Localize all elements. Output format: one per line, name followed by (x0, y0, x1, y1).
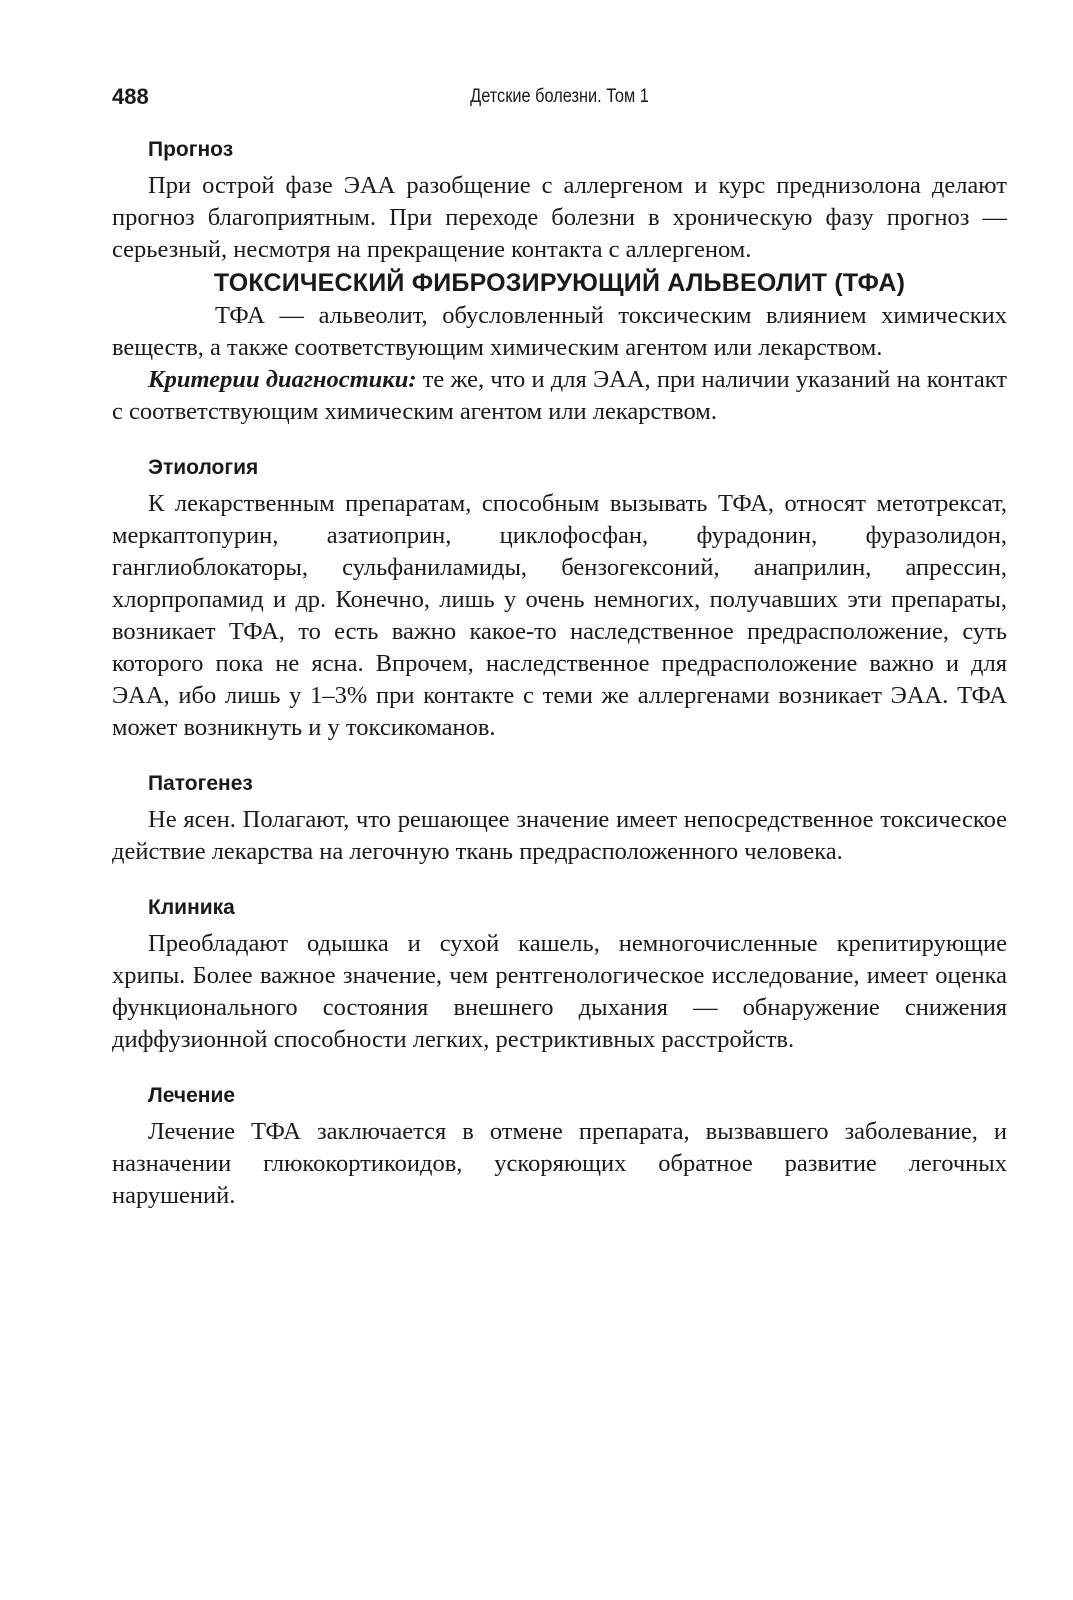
heading-etiology: Этиология (148, 456, 259, 479)
page-number: 488 (112, 84, 149, 109)
paragraph-etiology: К лекарственным препаратам, способным вызывать ТФА, относят метотрексат, меркаптопурин, азатиоприн, циклофосфан, фурадонин, фуразолидон, ганглиоблокаторы, сульфаниламиды, бензогексоний, анаприлин, апрессин, хлорпропамид и др. Конечно, лишь у очень немногих, получавших эти препараты, возникает ТФА, то есть важно какое-то наследственное предрасположение, суть которого пока не ясна. Впрочем, наследственное предрасположение важно и для ЭАА, ибо лишь у 1–3% при контакте с теми же аллергенами возникает ЭАА. ТФА может возникнуть и у токсикоманов. (112, 490, 1007, 741)
paragraph-diagnostic-criteria (112, 364, 1007, 428)
heading-prognoz: Прогноз (148, 138, 234, 161)
section-clinic (112, 894, 1007, 1056)
book-page (112, 78, 1007, 1212)
section-title-tfa: ТОКСИЧЕСКИЙ ФИБРОЗИРУЮЩИЙ АЛЬВЕОЛИТ (ТФА) (213, 269, 906, 297)
section-prognoz (112, 136, 1007, 266)
paragraph-treatment: Лечение ТФА заключается в отмене препарата, вызвавшего заболевание, и назначении глюкокортикоидов, ускоряющих обратное развитие легочных нарушений. (112, 1118, 1007, 1209)
section-pathogenesis (112, 770, 1007, 868)
paragraph-pathogenesis: Не ясен. Полагают, что решающее значение имеет непосредственное токсическое действие лекарства на легочную ткань предрасположенного человека. (112, 806, 1007, 865)
section-treatment (112, 1082, 1007, 1212)
criteria-label: Критерии диагностики: (148, 366, 417, 393)
heading-pathogenesis: Патогенез (148, 772, 253, 795)
heading-clinic: Клиника (148, 896, 235, 919)
section-tfa-intro (112, 300, 1007, 428)
section-etiology (112, 454, 1007, 744)
running-title: Детские болезни. Том 1 (470, 86, 649, 107)
page-header (112, 78, 1007, 118)
paragraph-tfa-definition: ТФА — альвеолит, обусловленный токсическим влиянием химических веществ, а также соответствующим химическим агентом или лекарством. (112, 302, 1007, 361)
heading-treatment: Лечение (148, 1084, 236, 1107)
paragraph-clinic: Преобладают одышка и сухой кашель, немногочисленные крепитирующие хрипы. Более важное значение, чем рентгенологическое исследование, имеет оценка функционального состояния внешнего дыхания — обнаружение снижения диффузионной способности легких, рестриктивных расстройств. (112, 930, 1007, 1053)
criteria-text: те же, что и для ЭАА, при наличии указаний на контакт с соответствующим химическим агентом или лекарством. (112, 366, 1007, 425)
paragraph-prognoz: При острой фазе ЭАА разобщение с аллергеном и курс преднизолона делают прогноз благоприятным. При переходе болезни в хроническую фазу прогноз — серьезный, несмотря на прекращение контакта с аллергеном. (112, 172, 1007, 263)
